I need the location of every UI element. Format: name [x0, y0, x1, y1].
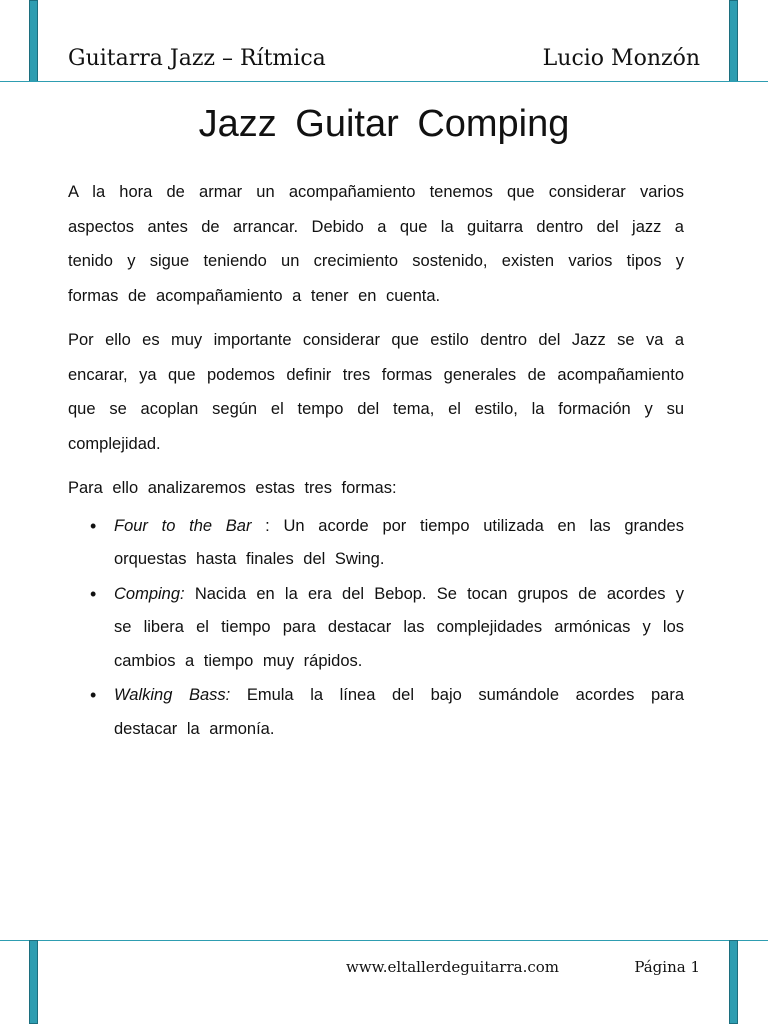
list-item-term: Four to the Bar — [114, 516, 252, 535]
header-author: Lucio Monzón — [542, 46, 700, 71]
list-item-term: Walking Bass: — [114, 686, 231, 704]
footer-page-number: Página 1 — [634, 958, 700, 976]
list-item-comping — [68, 578, 684, 679]
bullet-icon: • — [90, 515, 97, 536]
page-title: Jazz Guitar Comping — [198, 103, 570, 145]
header-rule — [0, 81, 768, 82]
header-left-title: Guitarra Jazz – Rítmica — [68, 46, 326, 71]
header-left-bar — [29, 0, 38, 82]
header-right-bar — [729, 0, 738, 82]
paragraph-1: A la hora de armar un acompañamiento tenemos que considerar varios aspectos antes de arrancar. Debido a que la guitarra dentro del jazz a tenido y sigue teniendo un crecimiento sostenido, existen varios tipos y formas de acompañamiento a tener en cuenta. — [68, 183, 684, 305]
footer-right-bar — [729, 940, 738, 1024]
list-item-text: Emula la línea del bajo sumándole acordes para destacar la armonía. — [114, 686, 684, 738]
footer-left-bar — [29, 940, 38, 1024]
list-item-term: Comping: — [114, 584, 185, 603]
list-item-four-to-the-bar — [68, 510, 684, 577]
list-item-separator — [185, 585, 195, 603]
document-body — [68, 175, 684, 747]
list-item-walking-bass — [68, 679, 684, 746]
list-item-text: Nacida en la era del Bebop. Se tocan grupos de acordes y se libera el tiempo para destacar las complejidades armónicas y los cambios a tiempo muy rápidos. — [114, 584, 684, 670]
list-item-text: Un acorde por tiempo utilizada en las grandes orquestas hasta finales del Swing. — [114, 516, 684, 568]
list-item-separator — [230, 686, 247, 704]
footer-website-link[interactable]: www.eltallerdeguitarra.com — [346, 958, 560, 976]
list-item-separator: : — [251, 516, 284, 535]
footer-rule — [0, 940, 768, 941]
bullet-icon: • — [90, 583, 97, 604]
paragraph-3: Para ello analizaremos estas tres formas: — [68, 479, 397, 497]
paragraph-2: Por ello es muy importante considerar que estilo dentro del Jazz se va a encarar, ya que podemos definir tres formas generales de acompañamiento que se acoplan según el tempo del tema, el estilo, la formación y su complejidad. — [68, 331, 684, 453]
bullet-icon: • — [90, 685, 97, 705]
forms-list — [68, 510, 684, 747]
